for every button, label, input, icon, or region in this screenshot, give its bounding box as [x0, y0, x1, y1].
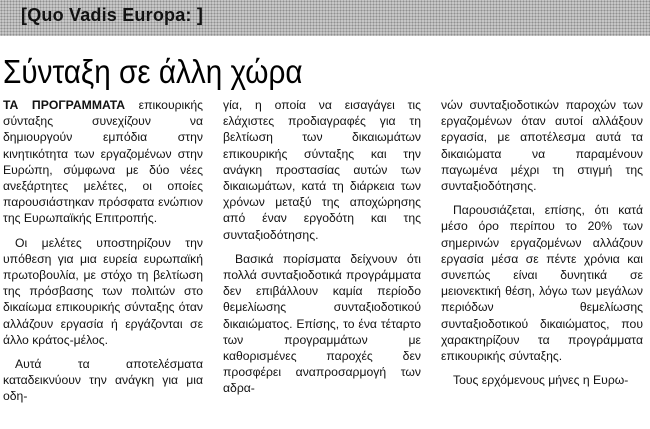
article-paragraph: [441, 372, 643, 388]
paragraph-text: Βασικά πορίσματα δείχνουν ότι πολλά συνταξιοδοτικά προγράμματα δεν επιβάλλουν καμία περίοδο θεμελίωσης συνταξιοδοτικού δικαιώματος. Επίσης, το ένα τέταρτο των προγραμμάτων με καθορισμένες παροχές δεν προσφέρει αναπροσαρμογή των αδρα-: [223, 251, 421, 396]
article-paragraph: [223, 97, 421, 243]
article-paragraph: [3, 235, 203, 348]
paragraph-text: Τους ερχόμενους μήνες η Ευρω-: [453, 373, 629, 388]
article-paragraph: [3, 356, 203, 405]
paragraph-text: Παρουσιάζεται, επίσης, ότι κατά μέσο όρο περίπου το 20% των σημερινών εργαζομένων αλλάζουν εργασία μέσα σε πέντε χρόνια και συνεπώς είναι δυνητικά σε μειονεκτική θέση, λόγω των μεγάλων περιόδων θεμελίωσης συνταξιοδοτικού δικαιώματος, που χαρακτηρίζουν τα προγράμματα επικουρικής σύνταξης.: [441, 203, 643, 364]
article-paragraph: [441, 97, 643, 194]
paragraph-text: επικουρικής σύνταξης συνεχίζουν να δημιουργούν εμπόδια στην κινητικότητα των εργαζομένων στην Ευρώπη, σύμφωνα με δύο νέες ανεξάρτητες μελέτες, οι οποίες παρουσιάστηκαν πρόσφατα ενώπιον της Ευρωπαϊκής Επιτροπής.: [3, 98, 203, 226]
section-band: [0, 0, 650, 36]
section-label: [Quo Vadis Europa: ]: [21, 5, 204, 25]
article-column-1: [3, 97, 203, 429]
article-paragraph: [3, 97, 203, 227]
article-paragraph: [223, 251, 421, 397]
paragraph-text: νών συνταξιοδοτικών παροχών των εργαζομένων όταν αυτοί αλλάξουν εργασία, με αποτέλεσμα αυτά τα δικαιώματα να παραμένουν παγωμένα μέχρι τη στιγμή της συνταξιοδότησης.: [441, 98, 643, 194]
lead-in: ΤΑ ΠΡΟΓΡΑΜΜΑΤΑ: [3, 98, 126, 112]
paragraph-text: γία, η οποία να εισαγάγει τις ελάχιστες προδιαγραφές για τη βελτίωση των δικαιωμάτων επικουρικής σύνταξης και την ανάγκη προστασίας αυτών των δικαιωμάτων, κατά τη διάρκεια των χρόνων μεταξύ της αποχώρησης από έναν εργοδότη και της συνταξιοδότησης.: [223, 98, 421, 242]
article-column-2: [223, 97, 421, 429]
paragraph-text: Αυτά τα αποτελέσματα καταδεικνύουν την ανάγκη για μια οδη-: [3, 357, 203, 404]
paragraph-text: Οι μελέτες υποστηρίζουν την υπόθεση για μια ευρεία ευρωπαϊκή πρωτοβουλία, με στόχο τη βελτίωση της πρόσβασης των πολιτών στο δικαίωμα επικουρικής σύνταξης όταν αλλάζουν εργασία ή εργάζονται σε άλλο κράτος-μέλος.: [3, 235, 203, 347]
article-column-3: [441, 97, 643, 429]
article-paragraph: [441, 202, 643, 364]
article-headline: Σύνταξη σε άλλη χώρα: [3, 53, 303, 90]
